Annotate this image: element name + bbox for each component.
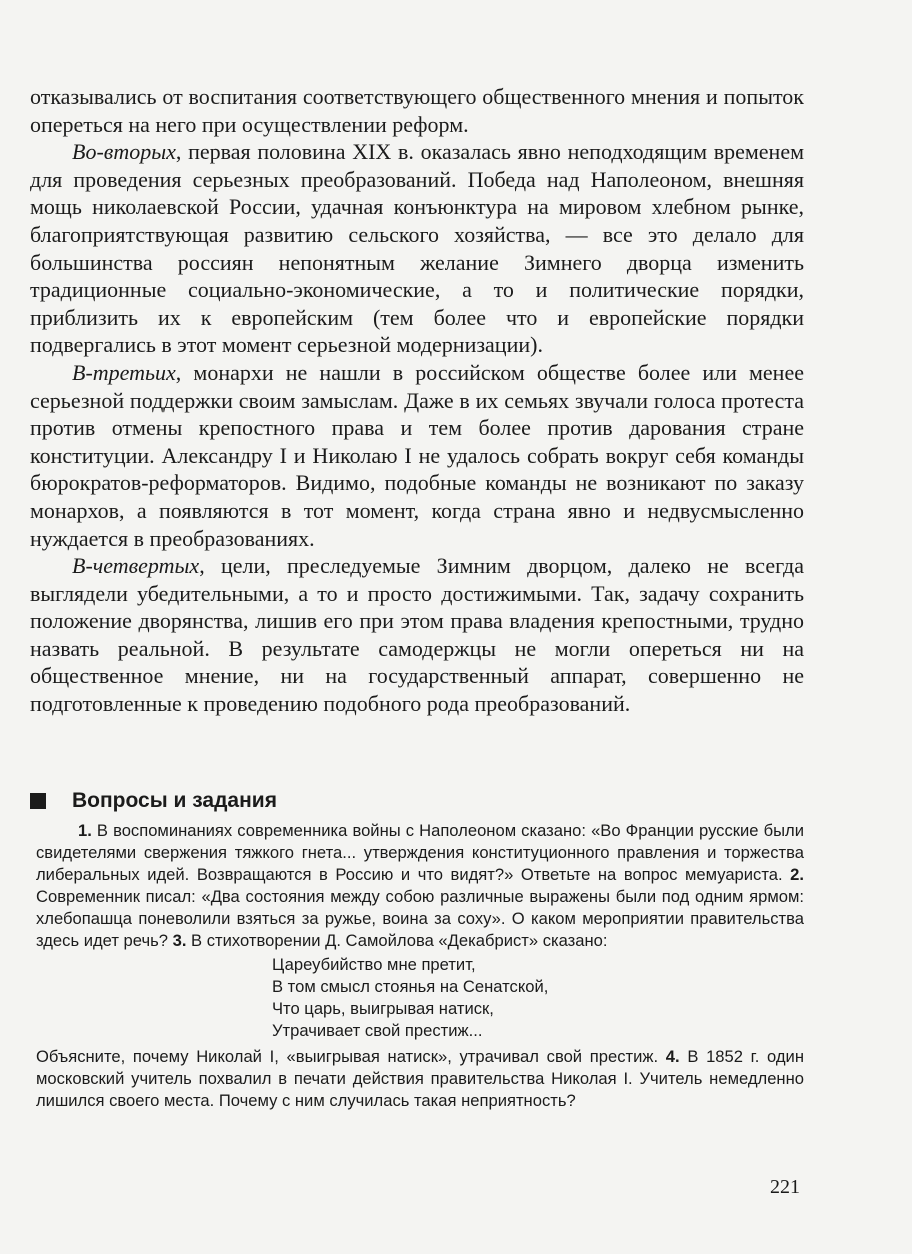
page-number: 221 [770,1176,800,1198]
poem-quote [272,954,804,1042]
poem-line: В том смысл стоянья на Сенатской, [272,977,549,996]
paragraph-second [30,138,804,359]
question-3-text: В стихотворении Д. Самойлова «Декабрист» сказано: [186,931,608,950]
paragraph-second-lead: Во-вторых [72,139,176,165]
poem-line: Цареубийство мне претит, [272,955,476,974]
poem-line: Что царь, выигрывая натиск, [272,999,494,1018]
question-2-text: Современник писал: «Два состояния между собою различные выражены были под одним ярмом: хлебопашца поневолили взяться за ружье, воина за соху». О каком мероприятии правительства здесь идет речь? [36,887,804,950]
question-4-number: 4. [665,1047,680,1066]
paragraph-fourth-lead: В-четвертых [72,553,200,579]
question-1-number: 1. [78,821,92,840]
paragraph-fourth-text: , цели, преследуемые Зимним дворцом, далеко не всегда выглядели убедительными, а то и просто достижимыми. Так, задачу сохранить положение дворянства, лишив его при этом права владения крепостными, трудно назвать реальной. В результате самодержцы не могли опереться ни на общественное мнение, ни на государственный аппарат, совершенно не подготовленные к проведению подобного рода преобразований. [30,553,804,717]
paragraph-intro: отказывались от воспитания соответствующего общественного мнения и попыток опереться на него при осуществлении реформ. [30,84,804,137]
paragraph-third-lead: В-третьих [72,359,176,385]
main-text [30,83,804,718]
questions-paragraph [36,820,804,952]
question-3-number: 3. [172,931,187,950]
paragraph-third-text: , монархи не нашли в российском обществе более или менее серьезной поддержки своим замыслам. Даже в их семьях звучали голоса протеста против отмены крепостного права и тем более против дарования стране конституции. Александру I и Николаю I не удалось собрать вокруг себя команды бюрократов-реформаторов. Видимо, подобные команды не возникают по заказу монархов, а появляются в тот момент, когда страна явно и недвусмысленно нуждается в преобразованиях. [30,359,804,551]
questions-paragraph-after-poem [36,1046,804,1112]
paragraph-fourth [30,552,804,718]
questions-heading [30,786,277,816]
poem-line: Утрачивает свой престиж... [272,1021,483,1040]
question-2-number: 2. [790,865,804,884]
section-square-icon [30,793,46,809]
question-1-text: В воспоминаниях современника войны с Наполеоном сказано: «Во Франции русские были свидетелями свержения тяжкого гнета... утверждения конституционного правления и торжества либеральных идей. Возвращаются в Россию и что видят?» Ответьте на вопрос мемуариста. [36,821,804,884]
paragraph-third [30,359,804,552]
paragraph-second-text: , первая половина XIX в. оказалась явно неподходящим временем для проведения серьезных преобразований. Победа над Наполеоном, внешняя мощь николаевской России, удачная конъюнктура на мировом хлебном рынке, благоприятствующая развитию сельского хозяйства, — все это делало для большинства россиян непонятным желание Зимнего дворца изменить традиционные социально-экономические, а то и политические порядки, приблизить их к европейским (тем более что и европейские порядки подвергались в этот момент серьезной модернизации). [30,139,804,358]
questions-heading-text: Вопросы и задания [72,789,277,812]
questions-block [36,820,804,1112]
after-poem-text: Объясните, почему Николай I, «выигрывая натиск», утрачивал свой престиж. [36,1047,666,1066]
question-4-text: В 1852 г. один московский учитель похвалил в печати действия правительства Николая I. Учитель немедленно лишился своего места. Почему с ним случилась такая неприятность? [36,1047,804,1110]
